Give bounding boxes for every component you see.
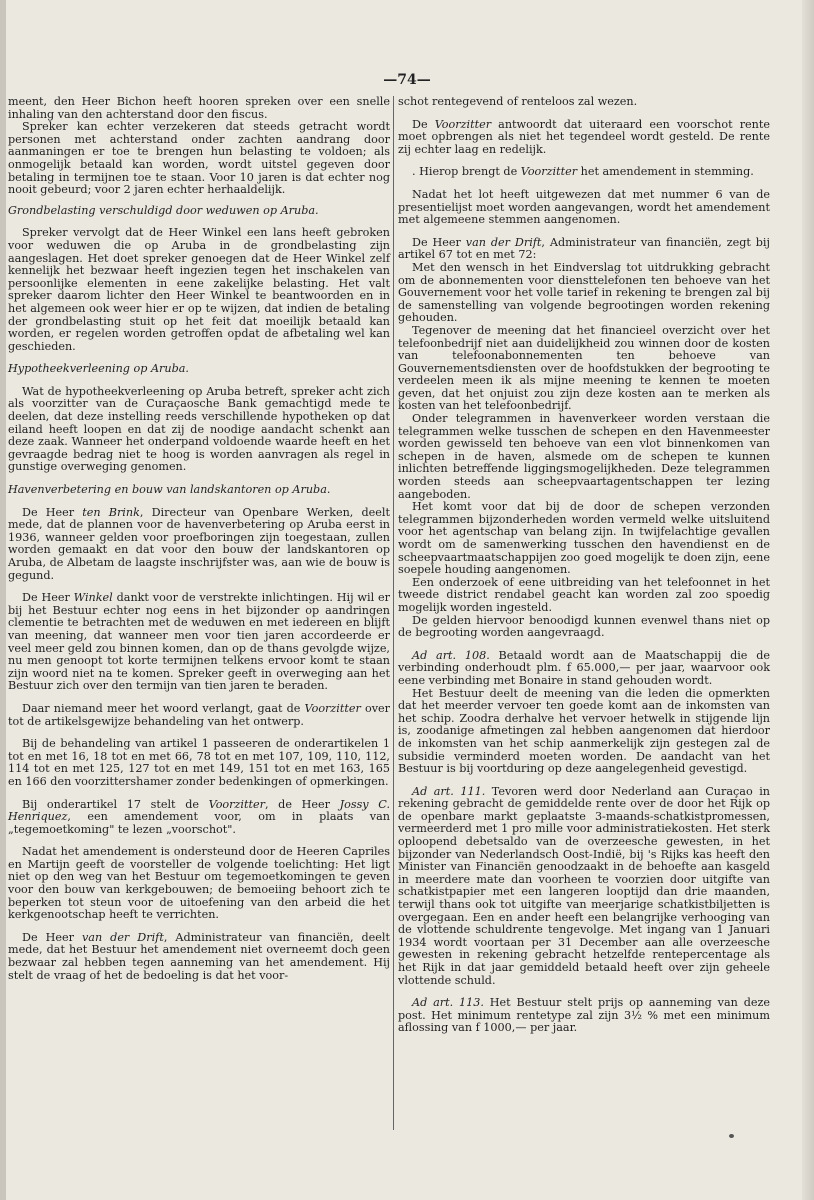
- paragraph: [398, 237, 770, 262]
- paragraph: Een onderzoek of eene uitbreiding van het telefoonnet in het tweede district rendabel geacht kan worden zal zoo spoedig mogelijk worden ingesteld.: [398, 575, 770, 614]
- paragraph: Wat de hypotheekverleening op Aruba betreft, spreker acht zich als voorzitter van de Curaçaosche Bank gemachtigd mede te deelen, dat deze instelling reeds verschillende hypotheken op dat eiland heeft loopen en dat zij de noodige aandacht schenkt aan deze zaak. Wanneer het onderpand voldoende waarde heeft en het gevraagde bedrag niet te hoog is worden aanvragen als regel in gunstige overweging genomen.: [8, 384, 390, 474]
- speaker-name: van der Drift: [81, 930, 164, 944]
- paragraph: [398, 997, 770, 1035]
- text-run: . Hierop brengt de: [412, 165, 521, 179]
- page-binding-edge: [0, 0, 6, 1200]
- paragraph: Bij de behandeling van artikel 1 passeeren de onderartikelen 1 tot en met 16, 18 tot en met 66, 78 tot en met 107, 109, 110, 112, 114 tot en met 125, 127 tot en met 149, 151 tot en met 163, 165 en 166 den voorzittershamer zonder bedenkingen of opmerkingen.: [8, 737, 390, 788]
- text-run: Betaald wordt aan de Maatschappij die de verbinding onderhoudt plm. f 65.000,— per jaar, waarvoor ook eene verbinding met Bonaire in stand gehouden wordt.: [398, 648, 770, 687]
- speaker-name: ten Brink: [82, 505, 140, 519]
- paragraph: [8, 592, 390, 693]
- speaker-name: Winkel: [73, 591, 113, 605]
- paragraph: Spreker vervolgt dat de Heer Winkel een lans heeft gebroken voor weduwen die op Aruba in de grondbelasting zijn aangeslagen. Het doet spreker genoegen dat de Heer Winkel zelf kennelijk het bezwaar heeft ingezien tegen het inschakelen van persoonlijke elementen in eene zakelijke belasting. Het valt spreker daarom lichter den Heer Winkel te beantwoorden en in het algemeen ook weer hier er op te wijzen, dat indien de betaling der grondbelasting stuit op het feit dat moeilijk betaald kan worden, er regelen worden getroffen opdat de afbetaling wel kan geschieden.: [8, 226, 390, 353]
- paragraph: Spreker kan echter verzekeren dat steeds getracht wordt personen met achterstand onder zachten aandrang door aanmaningen er toe te brengen hun belasting te voldoen; als onmogelijk betaald kan worden, wordt uitstel gegeven door betaling in termijnen toe te staan. Voor 10 jaren is dat echter nog nooit gebeurd; voor 2 jaren echter herhaaldelijk.: [8, 120, 390, 197]
- paragraph: [8, 932, 390, 982]
- right-column: [398, 96, 770, 1035]
- speaker-name: van der Drift: [465, 235, 542, 249]
- page-number: —74—: [383, 72, 431, 88]
- left-column: [8, 96, 390, 982]
- text-run: De Heer: [22, 591, 74, 605]
- speaker-name: Voorzitter: [208, 797, 265, 811]
- text-run: De Heer: [22, 930, 82, 944]
- article-reference: Ad art. 113.: [412, 996, 484, 1010]
- paragraph: Met den wensch in het Eindverslag tot uitdrukking gebracht om de abonnementen voor diensttelefonen ten behoeve van het Gouvernement voor het volle tarief in rekening te brengen zal bij de samenstelling van volgende begrootingen worden rekening gehouden.: [398, 260, 770, 325]
- section-heading: Grondbelasting verschuldigd door weduwen op Aruba.: [8, 203, 319, 217]
- paragraph: Onder telegrammen in havenverkeer worden verstaan die telegrammen welke tusschen de schepen en den Havenmeester worden gewisseld ten behoeve van een vlot binnenkomen van schepen in de haven, alsmede om de schepen te kunnen inlichten betreffende liggingsmogelijkheden. Deze telegrammen worden steeds aan scheepvaartagentschappen ter lezing aangeboden.: [398, 412, 770, 501]
- text-run: , Directeur van Openbare Werken, deelt mede, dat de plannen voor de havenverbetering op Aruba eerst in 1936, wanneer gelden voor proefboringen zijn toegestaan, zullen worden gemaakt en dat voor den bouw der landskantoren op Aruba, de Albetam de laagste inschrijfster was, aan wie de bouw is gegund.: [8, 505, 390, 582]
- text-run: Tevoren werd door Nederland aan Curaçao in rekening gebracht de gemiddelde rente over de door het Rijk op de openbare markt geplaatste 3-maands-schatkistpromessen, vermeerderd met 1 pro mille voor administratiekosten. Het sterk oploopend debetsaldo van de overzeesche gewesten, in het bijzonder van Nederlandsch Oost-Indië, bij 's Rijks kas heeft den Minister van Financiën genoodzaakt in de behoefte aan kasgeld in meerdere mate dan voorheen te voorzien door uitgifte van schatkistpapier met een langeren looptijd dan drie maanden, terwijl thans ook tot uitgifte van meerjarige schatkistbiljetten is overgegaan. Een en ander heeft een belangrijke verhooging van de vlottende schuldrente tengevolge. Met ingang van 1 Januari 1934 wordt voortaan per 31 December aan alle overzeesche gewesten in rekening gebracht hetzelfde rentepercentage als het Rijk in dat jaar gemiddeld betaald heeft over zijn geheele vlottende schuld.: [398, 784, 770, 987]
- ink-mark: [729, 1134, 734, 1138]
- text-run: Bij onderartikel 17 stelt de: [22, 797, 209, 811]
- paragraph: Het Bestuur deelt de meening van die leden die opmerkten dat het meerder vervoer ten goede komt aan de inkomsten van het schip. Zoodra derhalve het vervoer hetwelk in stijgende lijn is, zoodanige afmetingen zal hebben aangenomen dat hierdoor de inkomsten van het schip aanmerkelijk zijn gestegen zal de subsidie verminderd moeten worden. De aandacht van het Bestuur is bij voortduring op deze aangelegenheid gevestigd.: [398, 686, 770, 776]
- text-run: De Heer: [412, 235, 466, 249]
- text-run: , Administrateur van financiën, zegt bij artikel 67 tot en met 72:: [398, 235, 770, 262]
- paragraph: [398, 166, 770, 179]
- text-run: over tot de artikelsgewijze behandeling van het ontwerp.: [8, 701, 390, 728]
- paragraph: [8, 507, 390, 583]
- text-run: De: [412, 117, 435, 131]
- section-heading: Havenverbetering en bouw van landskantoren op Aruba.: [8, 483, 331, 497]
- text-run: Daar niemand meer het woord verlangt, gaat de: [22, 701, 305, 715]
- text-run: het amendement in stemming.: [577, 165, 754, 179]
- paragraph: [398, 786, 770, 988]
- speaker-name: Voorzitter: [434, 117, 492, 131]
- paragraph: [398, 119, 770, 157]
- text-run: , de Heer: [264, 797, 340, 811]
- speaker-name: Voorzitter: [304, 701, 361, 715]
- paragraph: [398, 650, 770, 688]
- text-run: Het Bestuur stelt prijs op aanneming van deze post. Het minimum rentetype zal zijn 3½ % met een minimum aflossing van f 1000,— per jaar.: [398, 996, 771, 1035]
- text-run: , een amendement voor, om in plaats van „tegemoetkoming" te lezen „voorschot".: [8, 810, 390, 836]
- page-right-edge: [802, 0, 814, 1200]
- paragraph: De gelden hiervoor benoodigd kunnen evenwel thans niet op de begrooting worden aangevraagd.: [398, 613, 770, 640]
- article-reference: Ad art. 108.: [412, 648, 490, 662]
- paragraph: meent, den Heer Bichon heeft hooren spreken over een snelle inhaling van den achterstand door den fiscus.: [8, 95, 390, 121]
- paragraph: [8, 703, 390, 728]
- text-run: De Heer: [22, 505, 83, 519]
- article-reference: Ad art. 111.: [412, 784, 486, 798]
- speaker-name: Jossy C. Henriquez: [8, 797, 391, 824]
- text-run: , Administrateur van financiën, deelt mede, dat het Bestuur het amendement niet overneemt doch geen bezwaar zal hebben tegen aanneming van het amendement. Hij stelt de vraag of het de bedoeling is dat het voor-: [8, 930, 390, 982]
- paragraph: Nadat het lot heeft uitgewezen dat met nummer 6 van de presentielijst moet worden aangevangen, wordt het amendement met algemeene stemmen aangenomen.: [398, 187, 770, 227]
- text-run: dankt voor de verstrekte inlichtingen. Hij wil er bij het Bestuur echter nog eens in het bijzonder op aandringen clementie te betrachten met de weduwen en met iedereen en blijft van meening, dat wanneer men voor tien jaren accordeerde er veel meer geld zou binnen komen, dan op de thans gevolgde wijze, nu men genoopt tot korte termijnen telkens ervoor komt te staan zijn woord niet na te komen. Spreker geeft in overweging aan het Bestuur zich over den termijn van tien jaren te beraden.: [8, 591, 390, 693]
- paragraph: [8, 799, 390, 837]
- paragraph: schot rentegevend of renteloos zal wezen.: [398, 95, 638, 108]
- column-divider: [393, 96, 394, 1130]
- paragraph: Nadat het amendement is ondersteund door de Heeren Capriles en Martijn geeft de voorsteller de volgende toelichting: Het ligt niet op den weg van het Bestuur om tegemoetkomingen te geven voor den bouw van kerkgebouwen; de bemoeiing behoort zich te beperken tot steun voor de uitoefening van den arbeid die het kerkgenootschap heeft te verrichten.: [8, 845, 390, 922]
- paragraph: Het komt voor dat bij de door de schepen verzonden telegrammen bijzonderheden worden vermeld welke uitsluitend voor het agentschap van belang zijn. In twijfelachtige gevallen wordt om de samenwerking tusschen den havendienst en de scheepvaartmaatschappijen zoo goed mogelijk te doen zijn, eene soepele houding aangenomen.: [398, 500, 770, 577]
- section-heading: Hypotheekverleening op Aruba.: [8, 362, 189, 376]
- paragraph: Tegenover de meening dat het financieel overzicht over het telefoonbedrijf niet aan duidelijkheid zou winnen door de kosten van telefoonabonnementen ten behoeve van Gouvernementsdiensten over de hoofdstukken der begrooting te verdeelen meen ik als mijne meening te kennen te moeten geven, dat het onjuist zou zijn deze kosten aan te merken als kosten van het telefoonbedrijf.: [398, 323, 770, 413]
- speaker-name: Voorzitter: [520, 165, 578, 179]
- text-run: antwoordt dat uiteraard een voorschot rente moet opbrengen als niet het tegendeel wordt gesteld. De rente zij echter laag en redelijk.: [398, 117, 770, 156]
